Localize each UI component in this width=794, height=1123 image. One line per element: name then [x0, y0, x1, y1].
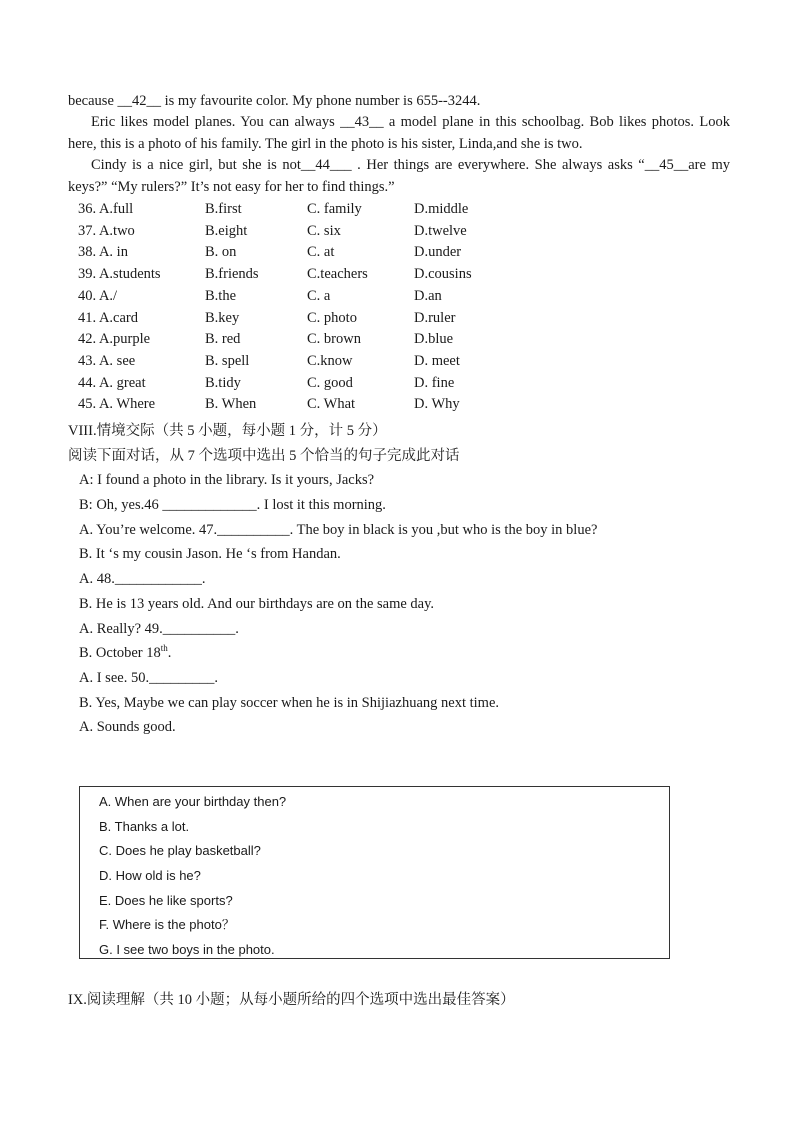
option-c: C. brown: [307, 331, 361, 348]
superscript-th: th: [160, 643, 168, 654]
dialogue-line: A. Really? 49.__________.: [79, 621, 239, 637]
passage-paragraph-cindy: Cindy is a nice girl, but she is not__44___ . Her things are everywhere. She always asks “__45__are my keys?” “My rulers?” It’s not easy for her to find things.”: [68, 157, 730, 195]
option-c: C. good: [307, 374, 353, 391]
option-c: C.teachers: [307, 266, 368, 283]
dialogue-line: A. Sounds good.: [79, 719, 176, 735]
choice-item: F. Where is the photo？: [99, 917, 235, 932]
dialogue-line: B. It ‘s my cousin Jason. He ‘s from Handan.: [79, 546, 341, 562]
option-question: 45. A. Where: [78, 396, 156, 413]
option-d: D.ruler: [414, 309, 456, 326]
option-question: 42. A.purple: [78, 331, 151, 348]
option-b: B. on: [205, 244, 237, 261]
section-8-heading: VIII.情境交际（共 5 小题，每小题 1 分，计 5 分）: [68, 423, 387, 439]
section-8-instruction: 阅读下面对话，从 7 个选项中选出 5 个恰当的句子完成此对话: [68, 448, 460, 464]
dialogue-line: A. I see. 50._________.: [79, 670, 218, 686]
option-b: B.tidy: [205, 374, 241, 391]
option-c: C.know: [307, 352, 353, 369]
choice-item: E. Does he like sports?: [99, 893, 233, 908]
option-d: D.middle: [414, 201, 469, 217]
option-b: B.eight: [205, 222, 248, 239]
option-d: D. Why: [414, 396, 460, 413]
option-question: 38. A. in: [78, 244, 128, 261]
option-question: 40. A./: [78, 287, 118, 304]
choices-box: [79, 786, 670, 959]
dialogue-line: A. 48.____________.: [79, 571, 206, 587]
option-question: 39. A.students: [78, 266, 161, 283]
section-9-heading: IX.阅读理解（共 10 小题；从每小题所给的四个选项中选出最佳答案）: [68, 992, 515, 1008]
option-d: D. fine: [414, 374, 455, 391]
choice-item: C. Does he play basketball?: [99, 843, 261, 858]
option-d: D.twelve: [414, 222, 467, 239]
option-question: 44. A. great: [78, 374, 146, 391]
option-b: B. When: [205, 396, 257, 413]
dialogue-line-date: B. October 18th.: [79, 643, 172, 661]
option-b: B.first: [205, 201, 242, 217]
option-question: 37. A.two: [78, 222, 135, 239]
option-c: C. a: [307, 287, 331, 304]
option-b: B.key: [205, 309, 240, 326]
dialogue-line: B: Oh, yes.46 _____________. I lost it this morning.: [79, 497, 386, 513]
option-b: B.the: [205, 287, 237, 304]
option-b: B.friends: [205, 266, 259, 283]
choice-item: B. Thanks a lot.: [99, 819, 190, 834]
option-c: C. family: [307, 201, 362, 217]
option-c: C. six: [307, 222, 341, 239]
option-d: D.blue: [414, 331, 454, 348]
option-question: 41. A.card: [78, 309, 138, 326]
option-question: 43. A. see: [78, 352, 136, 369]
option-c: C. What: [307, 396, 356, 413]
option-c: C. photo: [307, 309, 357, 326]
dialogue-line: A: I found a photo in the library. Is it yours, Jacks?: [79, 472, 375, 488]
choice-item: A. When are your birthday then?: [99, 794, 287, 809]
passage-paragraph-eric: Eric likes model planes. You can always __43__ a model plane in this schoolbag. Bob likes photos. Look here, this is a photo of his family. The girl in the photo is his sister, Linda,and she is two.: [68, 114, 730, 152]
option-d: D.under: [414, 244, 462, 261]
choice-item: G. I see two boys in the photo.: [99, 942, 275, 957]
option-d: D. meet: [414, 352, 460, 369]
option-b: B. red: [205, 331, 241, 348]
passage-line-1: because __42__ is my favourite color. My phone number is 655--3244.: [68, 93, 481, 109]
option-d: D.cousins: [414, 266, 472, 283]
dialogue-line: B. Yes, Maybe we can play soccer when he is in Shijiazhuang next time.: [79, 695, 500, 711]
dialogue-line: A. You’re welcome. 47.__________. The boy in black is you ,but who is the boy in blue?: [79, 522, 598, 538]
option-d: D.an: [414, 287, 442, 304]
dialogue-line: B. He is 13 years old. And our birthdays are on the same day.: [79, 596, 435, 612]
option-b: B. spell: [205, 352, 250, 369]
option-question: 36. A.full: [78, 201, 134, 217]
choice-item: D. How old is he?: [99, 868, 201, 883]
option-c: C. at: [307, 244, 335, 261]
